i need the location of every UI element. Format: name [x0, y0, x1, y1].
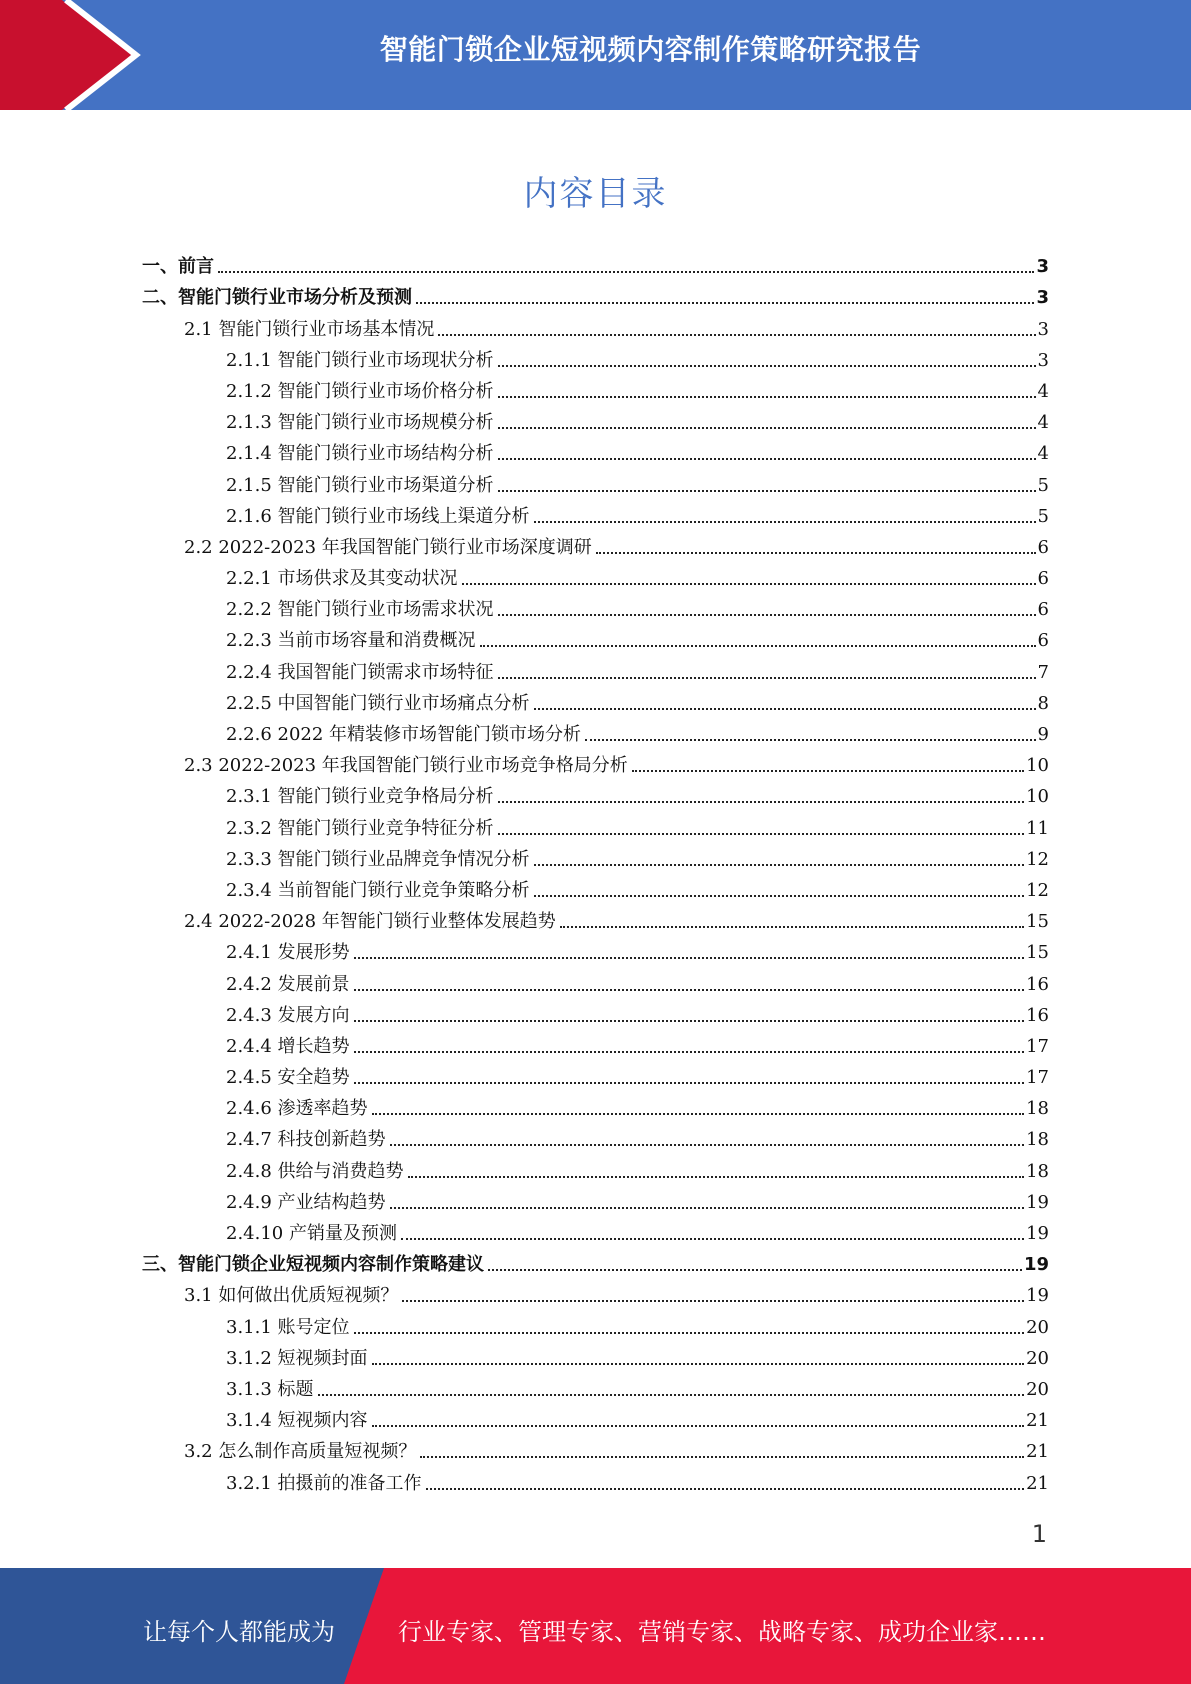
toc-entry-page: 11: [1026, 817, 1049, 839]
toc-entry[interactable]: [0, 1157, 1049, 1188]
toc-entry-page: 6: [1037, 536, 1049, 558]
footer-slogan-left: 让每个人都能成为: [143, 1618, 335, 1646]
toc-leader-dots: [480, 645, 1036, 647]
toc-leader-dots: [462, 583, 1036, 585]
toc-title: 内容目录: [523, 174, 668, 214]
toc-entry[interactable]: [0, 1220, 1049, 1251]
toc-entry[interactable]: [0, 1033, 1049, 1064]
toc-entry[interactable]: [0, 1064, 1049, 1095]
toc-entry-page: 18: [1026, 1160, 1049, 1182]
toc-entry-label: 2.2.4 我国智能门锁需求市场特征: [226, 661, 494, 683]
toc-entry-label: 3.1.3 标题: [226, 1378, 314, 1400]
toc-entry-page: 20: [1026, 1316, 1049, 1338]
toc-entry-label: 二、智能门锁行业市场分析及预测: [142, 287, 412, 309]
toc-entry[interactable]: [0, 1282, 1049, 1313]
toc-entry-page: 20: [1026, 1378, 1049, 1400]
toc-entry[interactable]: [0, 1345, 1049, 1376]
toc-entry-page: 4: [1037, 380, 1049, 402]
toc-entry-page: 6: [1037, 599, 1049, 621]
toc-entry[interactable]: [0, 315, 1049, 346]
toc-leader-dots: [401, 1238, 1024, 1240]
toc-leader-dots: [498, 427, 1036, 429]
toc-entry[interactable]: [0, 284, 1049, 315]
toc-leader-dots: [416, 302, 1034, 304]
toc-leader-dots: [408, 1176, 1025, 1178]
toc-entry[interactable]: [0, 378, 1049, 409]
toc-entry-label: 一、前言: [142, 256, 214, 278]
toc-leader-dots: [498, 365, 1036, 367]
toc-entry-label: 三、智能门锁企业短视频内容制作策略建议: [142, 1254, 484, 1276]
footer-banner: [0, 1568, 1191, 1684]
toc-entry-label: 2.4.4 增长趋势: [226, 1035, 350, 1057]
toc-entry-page: 12: [1026, 848, 1049, 870]
toc-entry[interactable]: [0, 347, 1049, 378]
toc-leader-dots: [498, 490, 1036, 492]
toc-entry-page: 17: [1026, 1035, 1049, 1057]
toc-leader-dots: [534, 895, 1025, 897]
toc-leader-dots: [354, 957, 1025, 959]
toc-entry[interactable]: [0, 1095, 1049, 1126]
toc-entry[interactable]: [0, 814, 1049, 845]
toc-entry-page: 6: [1037, 630, 1049, 652]
toc-entry-label: 2.4.3 发展方向: [226, 1004, 350, 1026]
toc-entry-label: 2.2.2 智能门锁行业市场需求状况: [226, 599, 494, 621]
toc-entry-label: 2.3 2022-2023 年我国智能门锁行业市场竞争格局分析: [184, 755, 628, 777]
toc-entry-label: 2.3.4 当前智能门锁行业竞争策略分析: [226, 879, 530, 901]
toc-entry-page: 4: [1037, 443, 1049, 465]
toc-leader-dots: [488, 1269, 1022, 1271]
toc-entry-label: 3.1.2 短视频封面: [226, 1347, 368, 1369]
toc-entry-page: 18: [1026, 1098, 1049, 1120]
toc-entry[interactable]: [0, 596, 1049, 627]
toc-entry[interactable]: [0, 1313, 1049, 1344]
toc-entry-page: 12: [1026, 879, 1049, 901]
toc-entry[interactable]: [0, 565, 1049, 596]
toc-entry-label: 2.3.1 智能门锁行业竞争格局分析: [226, 786, 494, 808]
toc-entry[interactable]: [0, 440, 1049, 471]
toc-entry-label: 2.1.1 智能门锁行业市场现状分析: [226, 349, 494, 371]
toc-entry[interactable]: [0, 846, 1049, 877]
toc-entry-page: 16: [1026, 973, 1049, 995]
toc-entry-label: 2.1.5 智能门锁行业市场渠道分析: [226, 474, 494, 496]
toc-entry-page: 3: [1036, 256, 1049, 278]
toc-entry-label: 2.1.4 智能门锁行业市场结构分析: [226, 443, 494, 465]
toc-leader-dots: [372, 1425, 1025, 1427]
toc-entry-page: 19: [1026, 1285, 1049, 1307]
toc-entry-page: 6: [1037, 568, 1049, 590]
toc-leader-dots: [402, 1300, 1024, 1302]
toc-leader-dots: [354, 1051, 1025, 1053]
toc-entry-label: 3.1.1 账号定位: [226, 1316, 350, 1338]
toc-leader-dots: [560, 926, 1024, 928]
toc-leader-dots: [372, 1113, 1025, 1115]
toc-entry-page: 9: [1037, 724, 1049, 745]
toc-leader-dots: [498, 677, 1036, 679]
toc-entry-page: 3: [1037, 318, 1049, 340]
toc-leader-dots: [632, 770, 1024, 772]
toc-entry[interactable]: [0, 409, 1049, 440]
toc-leader-dots: [585, 739, 1035, 741]
toc-entry[interactable]: [0, 1469, 1049, 1500]
toc-entry-label: 2.3.3 智能门锁行业品牌竞争情况分析: [226, 848, 530, 870]
toc-entry-page: 21: [1026, 1441, 1049, 1463]
toc-entry-label: 2.4.1 发展形势: [226, 942, 350, 964]
toc-entry-label: 2.4.9 产业结构趋势: [226, 1191, 386, 1213]
toc-entry-label: 3.1 如何做出优质短视频？: [184, 1285, 399, 1307]
toc-entry-page: 4: [1037, 412, 1049, 434]
toc-entry-page: 21: [1026, 1472, 1049, 1494]
toc-entry-page: 19: [1026, 1191, 1049, 1213]
toc-entry-label: 2.2.6 2022 年精装修市场智能门锁市场分析: [226, 724, 582, 745]
toc-entry-page: 10: [1026, 755, 1049, 777]
toc-entry-label: 2.4.2 发展前景: [226, 973, 350, 995]
toc-entry-page: 5: [1037, 474, 1049, 496]
toc-leader-dots: [426, 1488, 1025, 1490]
toc-entry-label: 2.1.6 智能门锁行业市场线上渠道分析: [226, 505, 530, 527]
toc-entry-label: 2.4 2022-2028 年智能门锁行业整体发展趋势: [184, 911, 556, 933]
toc-entry-page: 15: [1026, 942, 1049, 964]
toc-entry[interactable]: [0, 721, 1049, 752]
toc-entry[interactable]: [0, 503, 1049, 534]
toc-entry-label: 2.4.5 安全趋势: [226, 1067, 350, 1089]
toc-entry-label: 3.1.4 短视频内容: [226, 1410, 368, 1432]
toc-entry-page: 19: [1023, 1254, 1049, 1276]
toc-entry[interactable]: [0, 471, 1049, 502]
toc-leader-dots: [354, 1332, 1025, 1334]
toc-entry[interactable]: [0, 658, 1049, 689]
toc-entry[interactable]: [0, 534, 1049, 565]
toc-entry[interactable]: [0, 1002, 1049, 1033]
header-banner: [0, 0, 1191, 110]
toc-entry-page: 19: [1026, 1223, 1049, 1244]
report-title: 智能门锁企业短视频内容制作策略研究报告: [379, 33, 922, 66]
toc-entry-page: 3: [1036, 287, 1049, 309]
toc-entry-page: 17: [1026, 1067, 1049, 1089]
toc-leader-dots: [498, 801, 1025, 803]
toc-leader-dots: [498, 833, 1025, 835]
toc-entry-label: 2.4.10 产销量及预测: [226, 1223, 397, 1244]
toc-entry[interactable]: [0, 939, 1049, 970]
toc-entry-label: 2.3.2 智能门锁行业竞争特征分析: [226, 817, 494, 839]
toc-leader-dots: [390, 1144, 1025, 1146]
toc-leader-dots: [218, 271, 1034, 273]
toc-entry-label: 2.1.2 智能门锁行业市场价格分析: [226, 380, 494, 402]
toc-entry-label: 2.1 智能门锁行业市场基本情况: [184, 318, 435, 340]
toc-entry[interactable]: [0, 1376, 1049, 1407]
toc-leader-dots: [534, 708, 1036, 710]
toc-entry[interactable]: [0, 690, 1049, 721]
toc-entry[interactable]: [0, 1251, 1049, 1282]
toc-leader-dots: [420, 1456, 1024, 1458]
toc-entry[interactable]: [0, 627, 1049, 658]
toc-entry-page: 15: [1026, 911, 1049, 933]
toc-leader-dots: [596, 552, 1036, 554]
toc-leader-dots: [354, 1082, 1025, 1084]
toc-leader-dots: [534, 521, 1036, 523]
toc-leader-dots: [372, 1363, 1025, 1365]
toc-entry[interactable]: [0, 253, 1049, 284]
toc-entry[interactable]: [0, 783, 1049, 814]
toc-entry[interactable]: [0, 908, 1049, 939]
toc-leader-dots: [498, 458, 1036, 460]
toc-entry[interactable]: [0, 1189, 1049, 1220]
toc-entry-label: 2.2.3 当前市场容量和消费概况: [226, 630, 476, 652]
toc-entry-page: 18: [1026, 1129, 1049, 1151]
toc-leader-dots: [354, 989, 1025, 991]
toc-leader-dots: [498, 614, 1036, 616]
toc-entry-page: 7: [1037, 661, 1049, 683]
toc-entry-label: 2.2.5 中国智能门锁行业市场痛点分析: [226, 692, 530, 714]
toc-entry-label: 2.2 2022-2023 年我国智能门锁行业市场深度调研: [184, 536, 592, 558]
toc-leader-dots: [354, 1020, 1025, 1022]
toc-entry[interactable]: [0, 752, 1049, 783]
toc-entry-page: 3: [1037, 349, 1049, 371]
toc-entry[interactable]: [0, 1126, 1049, 1157]
toc-entry-label: 2.4.8 供给与消费趋势: [226, 1160, 404, 1182]
toc-entry-label: 2.4.6 渗透率趋势: [226, 1098, 368, 1120]
toc-entry-label: 3.2.1 拍摄前的准备工作: [226, 1472, 422, 1494]
toc-entry[interactable]: [0, 877, 1049, 908]
footer-slogan-right: 行业专家、管理专家、营销专家、战略专家、成功企业家……: [398, 1618, 1046, 1646]
toc-leader-dots: [318, 1394, 1025, 1396]
toc-entry-page: 21: [1026, 1410, 1049, 1432]
toc-entry[interactable]: [0, 1438, 1049, 1469]
toc-leader-dots: [390, 1207, 1025, 1209]
toc-entry-page: 8: [1037, 692, 1049, 714]
toc-entry-label: 3.2 怎么制作高质量短视频？: [184, 1441, 417, 1463]
toc-leader-dots: [498, 396, 1036, 398]
toc-entry-page: 10: [1026, 786, 1049, 808]
toc-entry-page: 20: [1026, 1347, 1049, 1369]
toc-entry-page: 5: [1037, 505, 1049, 527]
toc-leader-dots: [534, 864, 1025, 866]
page-number: 1: [1031, 1520, 1047, 1548]
toc-entry[interactable]: [0, 1407, 1049, 1438]
table-of-contents: [0, 253, 1191, 1501]
toc-entry[interactable]: [0, 970, 1049, 1001]
toc-entry-label: 2.4.7 科技创新趋势: [226, 1129, 386, 1151]
toc-entry-label: 2.1.3 智能门锁行业市场规模分析: [226, 412, 494, 434]
toc-leader-dots: [438, 334, 1035, 336]
toc-entry-page: 16: [1026, 1004, 1049, 1026]
toc-entry-label: 2.2.1 市场供求及其变动状况: [226, 568, 458, 590]
